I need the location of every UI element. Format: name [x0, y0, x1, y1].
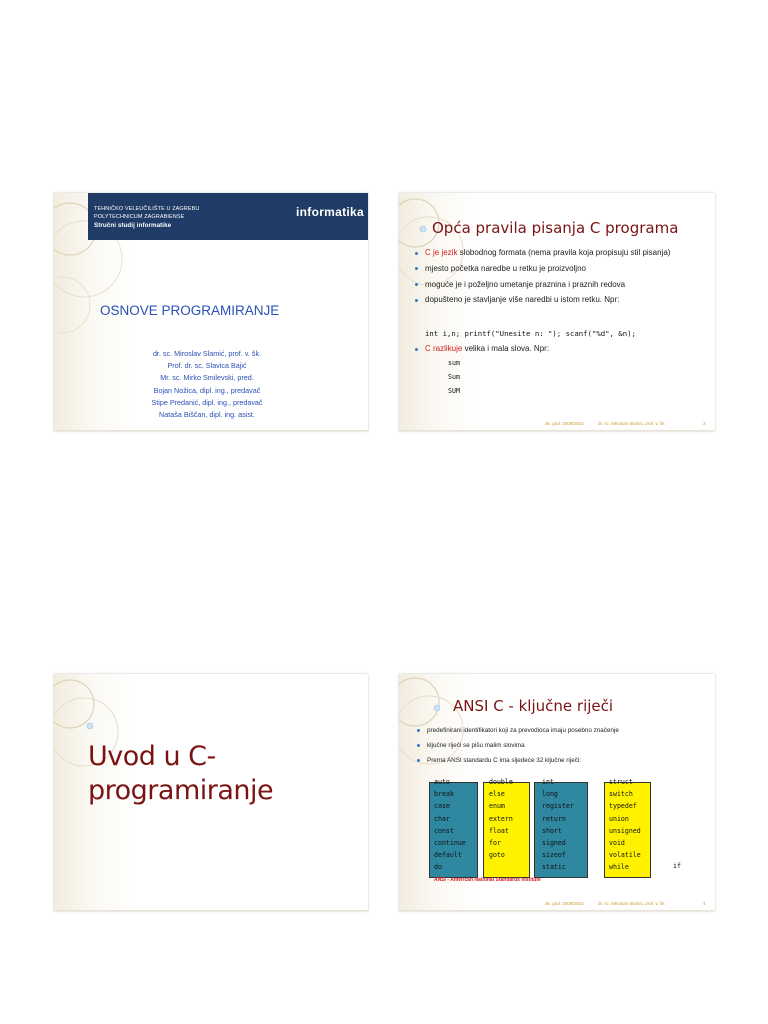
bullet-text: moguće je i poželjno umetanje praznina i praznih redova — [425, 279, 626, 289]
bullet-text: predefinirani identifikatori koji za prevodioca imaju posebno značenje — [427, 727, 619, 734]
highlight-text: C je jezik — [425, 248, 458, 257]
bullet-icon — [415, 299, 418, 302]
bullet-text: velika i mala slova. Npr: — [462, 344, 550, 353]
keyword: union — [609, 814, 629, 823]
list-item — [425, 247, 709, 259]
keyword: static — [542, 863, 566, 872]
keyword: else — [489, 790, 505, 799]
code-word: sum — [448, 359, 460, 367]
slide-bottom-rule — [399, 910, 715, 911]
keyword: do — [434, 863, 442, 872]
keyword: sizeof — [542, 851, 566, 860]
keyword: volatile — [609, 851, 641, 860]
keyword-if: if — [673, 862, 681, 870]
list-item — [425, 343, 709, 355]
keyword: return — [542, 814, 566, 823]
keyword: void — [609, 839, 625, 848]
bullet-text: slobodnog formata (nema pravila koja propisuju stil pisanja) — [457, 248, 671, 257]
keyword: default — [434, 851, 462, 860]
keyword: break — [434, 790, 454, 799]
institution-name: TEHNIČKO VELEUČILIŠTE U ZAGREBU — [94, 206, 200, 212]
keyword-column-4 — [609, 776, 641, 874]
code-word: SUM — [448, 387, 460, 395]
author-line: Prof. dr. sc. Slavica Bajić — [167, 361, 247, 371]
slide-general-rules — [399, 193, 715, 431]
bullet-text: Prema ANSI standardu C ima sljedeće 32 ključne riječi: — [427, 757, 581, 764]
list-item — [425, 294, 709, 306]
case-rule-list — [425, 343, 709, 359]
brand-logo-text: informatika — [296, 205, 364, 219]
keyword-column-1 — [434, 776, 466, 874]
keyword: typedef — [609, 802, 637, 811]
footer-author: dr. sc. Miroslav Slamić, prof. v. šk. — [598, 901, 666, 906]
keyword: double — [489, 778, 513, 786]
keyword: for — [489, 839, 501, 848]
keyword: struct — [609, 778, 633, 786]
bullet-icon — [415, 252, 418, 255]
keyword: signed — [542, 839, 566, 848]
keyword: short — [542, 826, 562, 835]
slide-heading: ANSI C - ključne riječi — [453, 697, 614, 715]
institution-latin-name: POLYTECHNICUM ZAGRABIENSE — [94, 214, 185, 220]
page-number: 3 — [703, 421, 706, 426]
keyword-column-3 — [542, 776, 574, 874]
footer-author: dr. sc. Miroslav Slamić, prof. v. šk. — [598, 421, 666, 426]
keyword: extern — [489, 814, 513, 823]
keyword: case — [434, 802, 450, 811]
keyword: float — [489, 826, 509, 835]
section-title-line: Uvod u C- — [88, 741, 216, 772]
bullet-text: ključne riječi se pišu malim slovima — [427, 742, 525, 749]
keyword-column-2 — [489, 776, 513, 861]
list-item — [427, 741, 711, 750]
keyword: unsigned — [609, 826, 641, 835]
keywords-intro-list — [427, 726, 711, 771]
slide-bottom-rule — [54, 430, 368, 431]
code-example: int i,n; printf("Unesite n: "); scanf("%d", &n); — [425, 329, 636, 338]
keyword: register — [542, 802, 574, 811]
keyword: const — [434, 826, 454, 835]
footer-year: ak. god. 2009/2010 — [545, 901, 584, 906]
author-list — [142, 348, 272, 421]
keyword: long — [542, 790, 558, 799]
author-line: Mr. sc. Mirko Smilevski, pred. — [160, 373, 254, 383]
list-item — [425, 279, 709, 291]
highlight-text: C razlikuje — [425, 344, 463, 353]
keyword: auto — [434, 778, 450, 786]
bullet-text: mjesto početka naredbe u retku je proizvoljno — [425, 263, 586, 273]
keyword: char — [434, 814, 450, 823]
keyword: goto — [489, 851, 505, 860]
author-line: Nataša Biščan, dipl. ing. asist. — [159, 410, 255, 420]
author-line: dr. sc. Miroslav Slamić, prof. v. šk. — [152, 349, 262, 358]
slide-bottom-rule — [54, 910, 368, 911]
page-number: 4 — [703, 901, 706, 906]
code-word: Sum — [448, 373, 460, 381]
course-title: OSNOVE PROGRAMIRANJE — [100, 303, 280, 318]
list-item — [427, 726, 711, 735]
bullet-text: dopušteno je stavljanje više naredbi u istom retku. Npr: — [425, 295, 620, 305]
section-title-line: programiranje — [88, 775, 274, 806]
slide-bottom-rule — [399, 430, 715, 431]
section-title — [88, 740, 273, 808]
author-line: Stipe Predanić, dipl. ing., predavač — [151, 397, 263, 407]
keyword: while — [609, 863, 629, 872]
list-item — [425, 263, 709, 275]
rules-list — [425, 247, 709, 310]
keyword: enum — [489, 802, 505, 811]
keyword: switch — [609, 790, 633, 799]
footer-year: ak. god. 2009/2010 — [545, 421, 584, 426]
slide-section-title — [54, 674, 368, 911]
institution-header — [88, 193, 368, 240]
slide-heading: Opća pravila pisanja C programa — [432, 219, 679, 237]
author-line: Bojan Nožica, dipl. ing., predavač — [153, 385, 261, 395]
keyword: continue — [434, 839, 466, 848]
bullet-icon — [415, 348, 418, 351]
list-item — [427, 756, 711, 765]
slide-title-page — [54, 193, 368, 431]
ansi-note: ANSI - American National Standards Institute — [434, 877, 541, 883]
keyword: int — [542, 778, 554, 786]
study-program: Stručni studij informatike — [94, 222, 172, 229]
slide-ansi-keywords — [399, 674, 715, 911]
